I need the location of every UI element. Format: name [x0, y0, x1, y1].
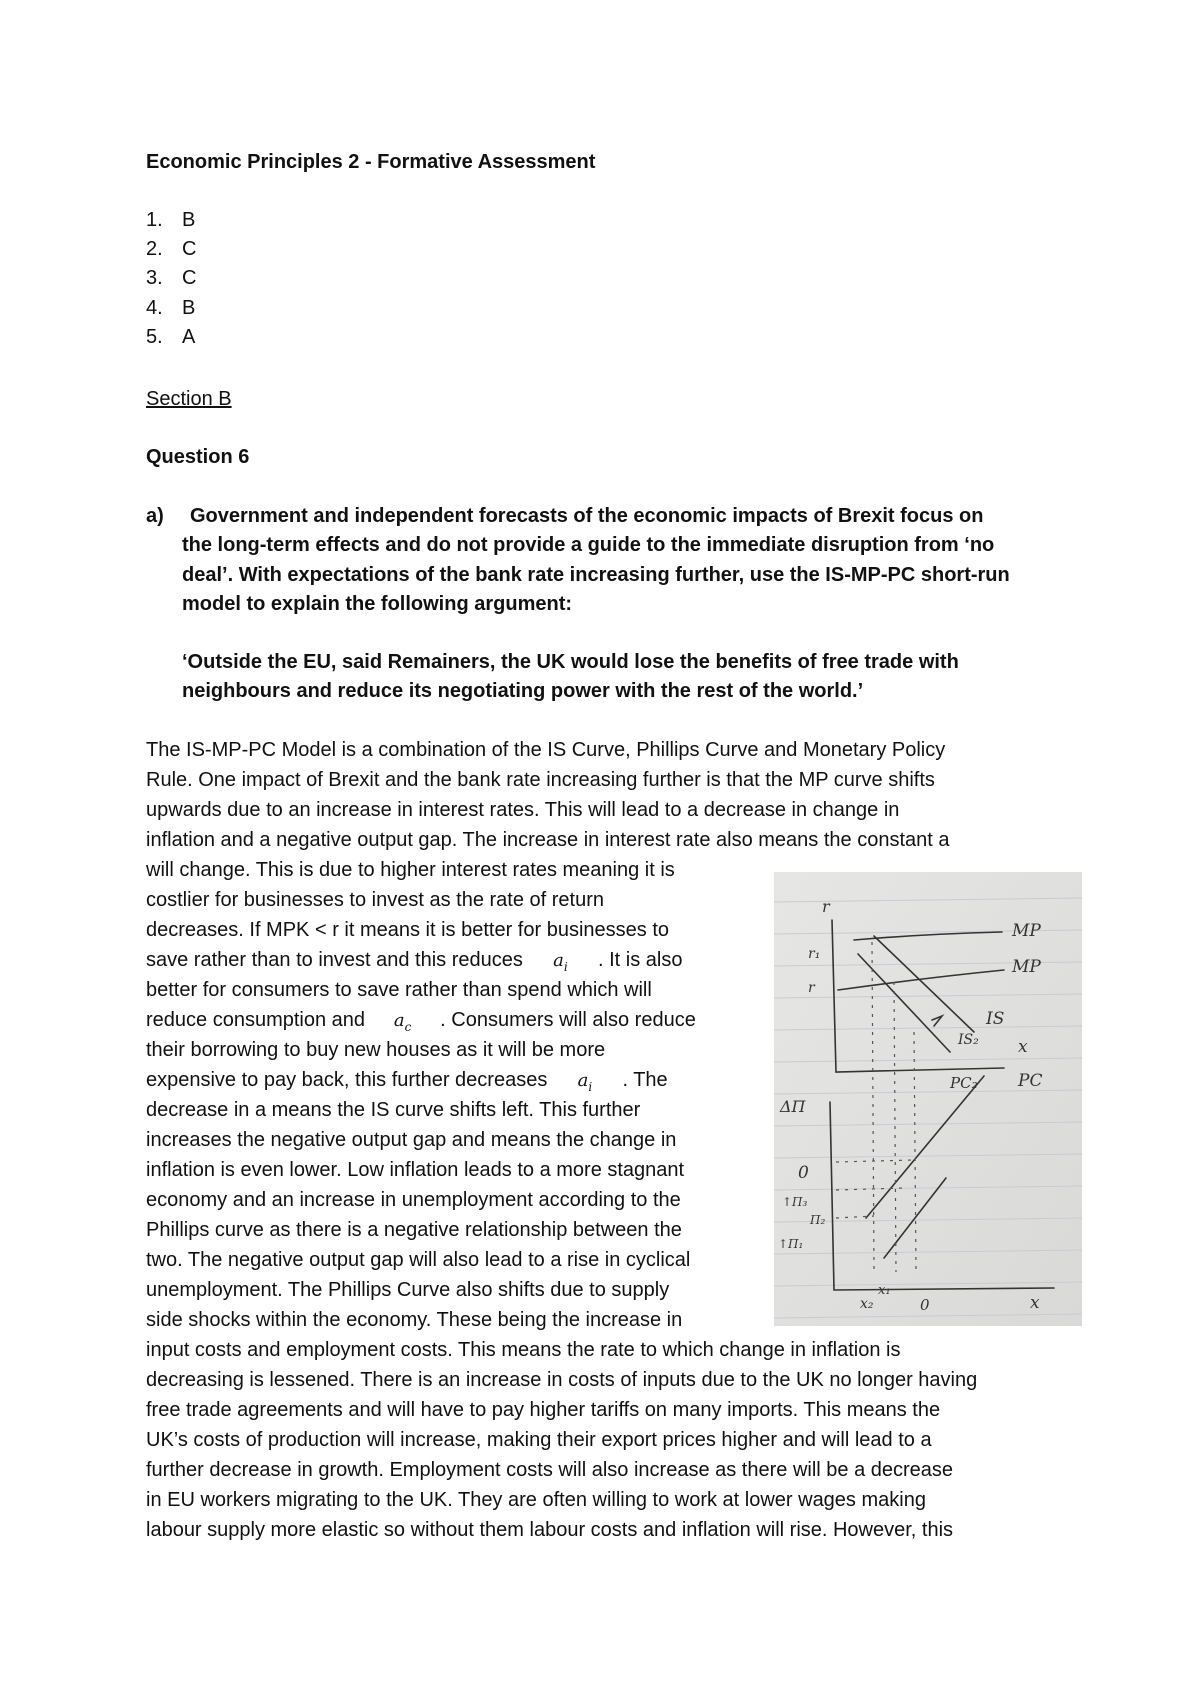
body-line: labour supply more elastic so without them labour costs and inflation will rise. However, this	[146, 1519, 954, 1541]
answer-letter: B	[182, 297, 196, 319]
section-heading: Section B	[146, 388, 232, 410]
sketch-label-pi3: ↑Π₃	[782, 1195, 808, 1209]
symbol-a: a	[577, 1070, 589, 1091]
body-line: economy and an increase in unemployment according to the	[146, 1189, 681, 1211]
body-line: inflation is even lower. Low inflation leads to a more stagnant	[146, 1159, 685, 1181]
body-text: . The	[622, 1069, 668, 1091]
body-line: two. The negative output gap will also lead to a rise in cyclical	[146, 1249, 691, 1271]
diagram-svg	[774, 872, 1082, 1326]
question-line: model to explain the following argument:	[182, 593, 573, 615]
symbol-subscript: i	[563, 960, 568, 974]
symbol-a: a	[393, 1010, 405, 1031]
body-line: inflation and a negative output gap. The increase in interest rate also means the constant a	[146, 829, 950, 851]
sketch-label-x-bottom: x	[1030, 1293, 1040, 1313]
body-line: in EU workers migrating to the UK. They are often willing to work at lower wages making	[146, 1489, 926, 1511]
sketch-label-mp-lower: MP	[1012, 957, 1041, 977]
sketch-label-r0: r	[808, 980, 815, 996]
sketch-label-is: IS	[986, 1009, 1005, 1029]
body-line: side shocks within the economy. These being the increase in	[146, 1309, 683, 1331]
answer-letter: A	[182, 326, 196, 348]
question-heading: Question 6	[146, 446, 250, 468]
sketch-label-pi2: Π₂	[810, 1213, 826, 1227]
answer-number: 1.	[146, 209, 163, 231]
document-title: Economic Principles 2 - Formative Assessment	[146, 151, 596, 173]
sketch-label-pc: PC	[1018, 1071, 1043, 1091]
sketch-label-is2: IS₂	[958, 1032, 979, 1048]
sketch-label-x-top: x	[1018, 1037, 1028, 1057]
body-line: decreasing is lessened. There is an increase in costs of inputs due to the UK no longer having	[146, 1369, 978, 1391]
body-line: The IS-MP-PC Model is a combination of the IS Curve, Phillips Curve and Monetary Policy	[146, 739, 946, 761]
body-line: decreases. If MPK < r it means it is better for businesses to	[146, 919, 669, 941]
body-line: input costs and employment costs. This means the rate to which change in inflation is	[146, 1339, 901, 1361]
symbol-a: a	[553, 950, 564, 971]
sketch-label-r1: r₁	[808, 946, 821, 962]
body-line: upwards due to an increase in interest rates. This will lead to a decrease in change in	[146, 799, 900, 821]
body-line: costlier for businesses to invest as the rate of return	[146, 889, 604, 911]
question-line: Government and independent forecasts of the economic impacts of Brexit focus on	[190, 505, 984, 527]
sketch-label-r: r	[822, 897, 830, 916]
question-line: the long-term effects and do not provide a guide to the immediate disruption from ‘no	[182, 534, 995, 556]
symbol-subscript: c	[404, 1020, 412, 1034]
answer-letter: B	[182, 209, 196, 231]
body-line: their borrowing to buy new houses as it will be more	[146, 1039, 606, 1061]
answer-number: 3.	[146, 267, 163, 289]
body-line: Rule. One impact of Brexit and the bank rate increasing further is that the MP curve shifts	[146, 769, 935, 791]
handdrawn-diagram-photo	[774, 872, 1082, 1326]
quote-line: neighbours and reduce its negotiating power with the rest of the world.’	[182, 680, 864, 702]
body-line: increases the negative output gap and means the change in	[146, 1129, 677, 1151]
body-text: expensive to pay back, this further decreases	[146, 1069, 548, 1091]
sketch-label-x2: x₂	[860, 1296, 874, 1312]
body-text: save rather than to invest and this reduces	[146, 949, 523, 971]
quote-line: ‘Outside the EU, said Remainers, the UK would lose the benefits of free trade with	[182, 651, 959, 673]
sketch-label-delta-pi: ΔΠ	[780, 1097, 806, 1116]
sketch-label-x1: x₁	[878, 1283, 891, 1298]
sketch-label-origin: 0	[920, 1296, 930, 1314]
symbol-subscript: i	[588, 1080, 593, 1094]
body-line: free trade agreements and will have to pay higher tariffs on many imports. This means the	[146, 1399, 941, 1421]
answer-number: 2.	[146, 238, 163, 260]
sketch-label-pi1: ↑Π₁	[778, 1237, 804, 1251]
part-label: a)	[146, 505, 164, 527]
body-line: further decrease in growth. Employment costs will also increase as there will be a decrease	[146, 1459, 954, 1481]
answer-number: 4.	[146, 297, 163, 319]
body-line: Phillips curve as there is a negative relationship between the	[146, 1219, 682, 1241]
body-line: will change. This is due to higher interest rates meaning it is	[146, 859, 675, 881]
body-text: . It is also	[598, 949, 683, 971]
body-text: reduce consumption and	[146, 1009, 366, 1031]
body-line: UK’s costs of production will increase, making their export prices higher and will lead to a	[146, 1429, 932, 1451]
body-line: decrease in a means the IS curve shifts left. This further	[146, 1099, 641, 1121]
sketch-label-zero: 0	[798, 1163, 809, 1183]
answer-letter: C	[182, 267, 197, 289]
body-line: unemployment. The Phillips Curve also shifts due to supply	[146, 1279, 670, 1301]
answer-letter: C	[182, 238, 197, 260]
sketch-label-mp-upper: MP	[1012, 921, 1041, 941]
question-line: deal’. With expectations of the bank rate increasing further, use the IS-MP-PC short-run	[182, 564, 1010, 586]
body-text: . Consumers will also reduce	[440, 1009, 696, 1031]
body-line: better for consumers to save rather than spend which will	[146, 979, 652, 1001]
answer-number: 5.	[146, 326, 163, 348]
sketch-label-pc2: PC₂	[950, 1074, 978, 1092]
